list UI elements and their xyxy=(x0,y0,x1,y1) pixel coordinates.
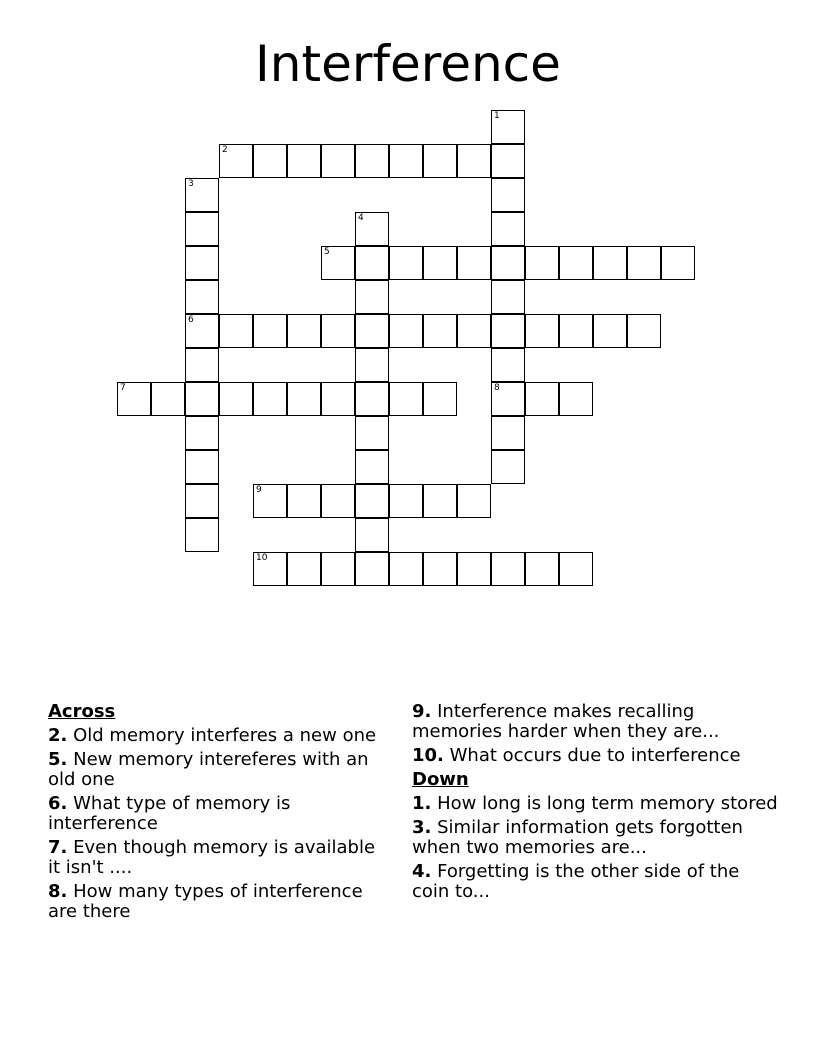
grid-cell[interactable] xyxy=(389,246,423,280)
clue-number: 10. xyxy=(412,745,444,766)
grid-cell[interactable] xyxy=(355,280,389,314)
grid-cell[interactable] xyxy=(355,144,389,178)
clue-number: 2. xyxy=(48,725,68,746)
grid-cell[interactable] xyxy=(355,552,389,586)
grid-cell[interactable] xyxy=(661,246,695,280)
clue-across-7 xyxy=(48,838,378,878)
grid-cell[interactable] xyxy=(355,518,389,552)
grid-cell[interactable] xyxy=(321,484,355,518)
grid-cell[interactable] xyxy=(491,552,525,586)
grid-cell[interactable] xyxy=(389,552,423,586)
clue-text: What type of memory is interference xyxy=(48,793,291,834)
grid-cell[interactable] xyxy=(321,552,355,586)
grid-cell[interactable] xyxy=(185,246,219,280)
grid-cell[interactable] xyxy=(185,280,219,314)
grid-cell[interactable] xyxy=(185,348,219,382)
grid-cell[interactable] xyxy=(423,552,457,586)
clue-number: 1. xyxy=(412,793,432,814)
grid-cell[interactable] xyxy=(525,552,559,586)
grid-cell[interactable] xyxy=(355,484,389,518)
clue-text: New memory intereferes with an old one xyxy=(48,749,369,790)
grid-cell[interactable] xyxy=(185,212,219,246)
clues-column-right xyxy=(412,702,782,906)
grid-cell[interactable] xyxy=(355,382,389,416)
grid-cell[interactable] xyxy=(185,416,219,450)
clue-number: 4. xyxy=(412,861,432,882)
grid-cell[interactable] xyxy=(491,314,525,348)
grid-cell[interactable] xyxy=(287,484,321,518)
clue-text: Old memory interferes a new one xyxy=(73,725,377,746)
grid-cell[interactable] xyxy=(253,314,287,348)
grid-cell[interactable] xyxy=(389,314,423,348)
clue-across-9 xyxy=(412,702,782,742)
grid-cell[interactable] xyxy=(117,382,151,416)
clue-text: How many types of interference are there xyxy=(48,881,363,922)
grid-cell[interactable] xyxy=(355,212,389,246)
grid-cell[interactable] xyxy=(389,484,423,518)
grid-cell[interactable] xyxy=(593,246,627,280)
clue-number: 9. xyxy=(412,701,432,722)
clue-down-4 xyxy=(412,862,782,902)
grid-cell[interactable] xyxy=(559,552,593,586)
clue-number: 6. xyxy=(48,793,68,814)
grid-cell[interactable] xyxy=(457,246,491,280)
grid-cell[interactable] xyxy=(525,246,559,280)
grid-cell[interactable] xyxy=(491,110,525,144)
clue-down-3 xyxy=(412,818,782,858)
grid-cell[interactable] xyxy=(525,382,559,416)
grid-cell[interactable] xyxy=(491,246,525,280)
down-heading: Down xyxy=(412,769,469,790)
cell-number: 10 xyxy=(256,553,268,563)
grid-cell[interactable] xyxy=(287,314,321,348)
clue-across-6 xyxy=(48,794,378,834)
grid-cell[interactable] xyxy=(491,178,525,212)
grid-cell[interactable] xyxy=(321,144,355,178)
grid-cell[interactable] xyxy=(457,552,491,586)
grid-cell[interactable] xyxy=(219,314,253,348)
grid-cell[interactable] xyxy=(151,382,185,416)
clue-number: 7. xyxy=(48,837,68,858)
grid-cell[interactable] xyxy=(355,314,389,348)
grid-cell[interactable] xyxy=(321,246,355,280)
grid-cell[interactable] xyxy=(423,382,457,416)
cell-number: 9 xyxy=(256,485,262,495)
clue-across-2 xyxy=(48,726,378,746)
clue-across-8 xyxy=(48,882,378,922)
grid-cell[interactable] xyxy=(457,144,491,178)
grid-cell[interactable] xyxy=(457,484,491,518)
grid-cell[interactable] xyxy=(253,382,287,416)
clue-across-10 xyxy=(412,746,782,766)
grid-cell[interactable] xyxy=(185,518,219,552)
grid-cell[interactable] xyxy=(355,348,389,382)
clue-number: 5. xyxy=(48,749,68,770)
grid-cell[interactable] xyxy=(185,484,219,518)
grid-cell[interactable] xyxy=(627,246,661,280)
grid-cell[interactable] xyxy=(219,144,253,178)
clue-number: 8. xyxy=(48,881,68,902)
grid-cell[interactable] xyxy=(593,314,627,348)
grid-cell[interactable] xyxy=(423,484,457,518)
clue-number: 3. xyxy=(412,817,432,838)
across-heading: Across xyxy=(48,701,116,722)
grid-cell[interactable] xyxy=(389,382,423,416)
grid-cell[interactable] xyxy=(287,552,321,586)
clue-text: Interference makes recalling memories harder when they are... xyxy=(412,701,720,742)
grid-cell[interactable] xyxy=(287,144,321,178)
grid-cell[interactable] xyxy=(355,416,389,450)
grid-cell[interactable] xyxy=(253,484,287,518)
cell-number: 5 xyxy=(324,247,330,257)
grid-cell[interactable] xyxy=(389,144,423,178)
grid-cell[interactable] xyxy=(321,314,355,348)
grid-cell[interactable] xyxy=(423,314,457,348)
grid-cell[interactable] xyxy=(627,314,661,348)
grid-cell[interactable] xyxy=(491,212,525,246)
grid-cell[interactable] xyxy=(185,450,219,484)
grid-cell[interactable] xyxy=(185,178,219,212)
grid-cell[interactable] xyxy=(491,416,525,450)
grid-cell[interactable] xyxy=(491,144,525,178)
grid-cell[interactable] xyxy=(185,382,219,416)
grid-cell[interactable] xyxy=(253,144,287,178)
grid-cell[interactable] xyxy=(559,246,593,280)
grid-cell[interactable] xyxy=(321,382,355,416)
grid-cell[interactable] xyxy=(253,552,287,586)
cell-number: 6 xyxy=(188,315,194,325)
grid-cell[interactable] xyxy=(491,382,525,416)
grid-cell[interactable] xyxy=(491,348,525,382)
clue-down-1 xyxy=(412,794,782,814)
grid-cell[interactable] xyxy=(457,314,491,348)
grid-cell[interactable] xyxy=(491,450,525,484)
grid-cell[interactable] xyxy=(219,382,253,416)
clue-text: What occurs due to interference xyxy=(449,745,741,766)
clue-text: How long is long term memory stored xyxy=(437,793,778,814)
cell-number: 7 xyxy=(120,383,126,393)
page-title: Interference xyxy=(255,35,561,93)
grid-cell[interactable] xyxy=(287,382,321,416)
cell-number: 4 xyxy=(358,213,364,223)
grid-cell[interactable] xyxy=(559,382,593,416)
cell-number: 3 xyxy=(188,179,194,189)
grid-cell[interactable] xyxy=(525,314,559,348)
cell-number: 1 xyxy=(494,111,500,121)
grid-cell[interactable] xyxy=(355,246,389,280)
clue-text: Similar information gets forgotten when two memories are... xyxy=(412,817,743,858)
grid-cell[interactable] xyxy=(559,314,593,348)
grid-cell[interactable] xyxy=(355,450,389,484)
grid-cell[interactable] xyxy=(423,246,457,280)
clue-text: Forgetting is the other side of the coin to... xyxy=(412,861,740,902)
clues-column-left xyxy=(48,702,378,926)
grid-cell[interactable] xyxy=(185,314,219,348)
clue-text: Even though memory is available it isn't .... xyxy=(48,837,376,878)
grid-cell[interactable] xyxy=(491,280,525,314)
cell-number: 2 xyxy=(222,145,228,155)
clue-across-5 xyxy=(48,750,378,790)
cell-number: 8 xyxy=(494,383,500,393)
grid-cell[interactable] xyxy=(423,144,457,178)
